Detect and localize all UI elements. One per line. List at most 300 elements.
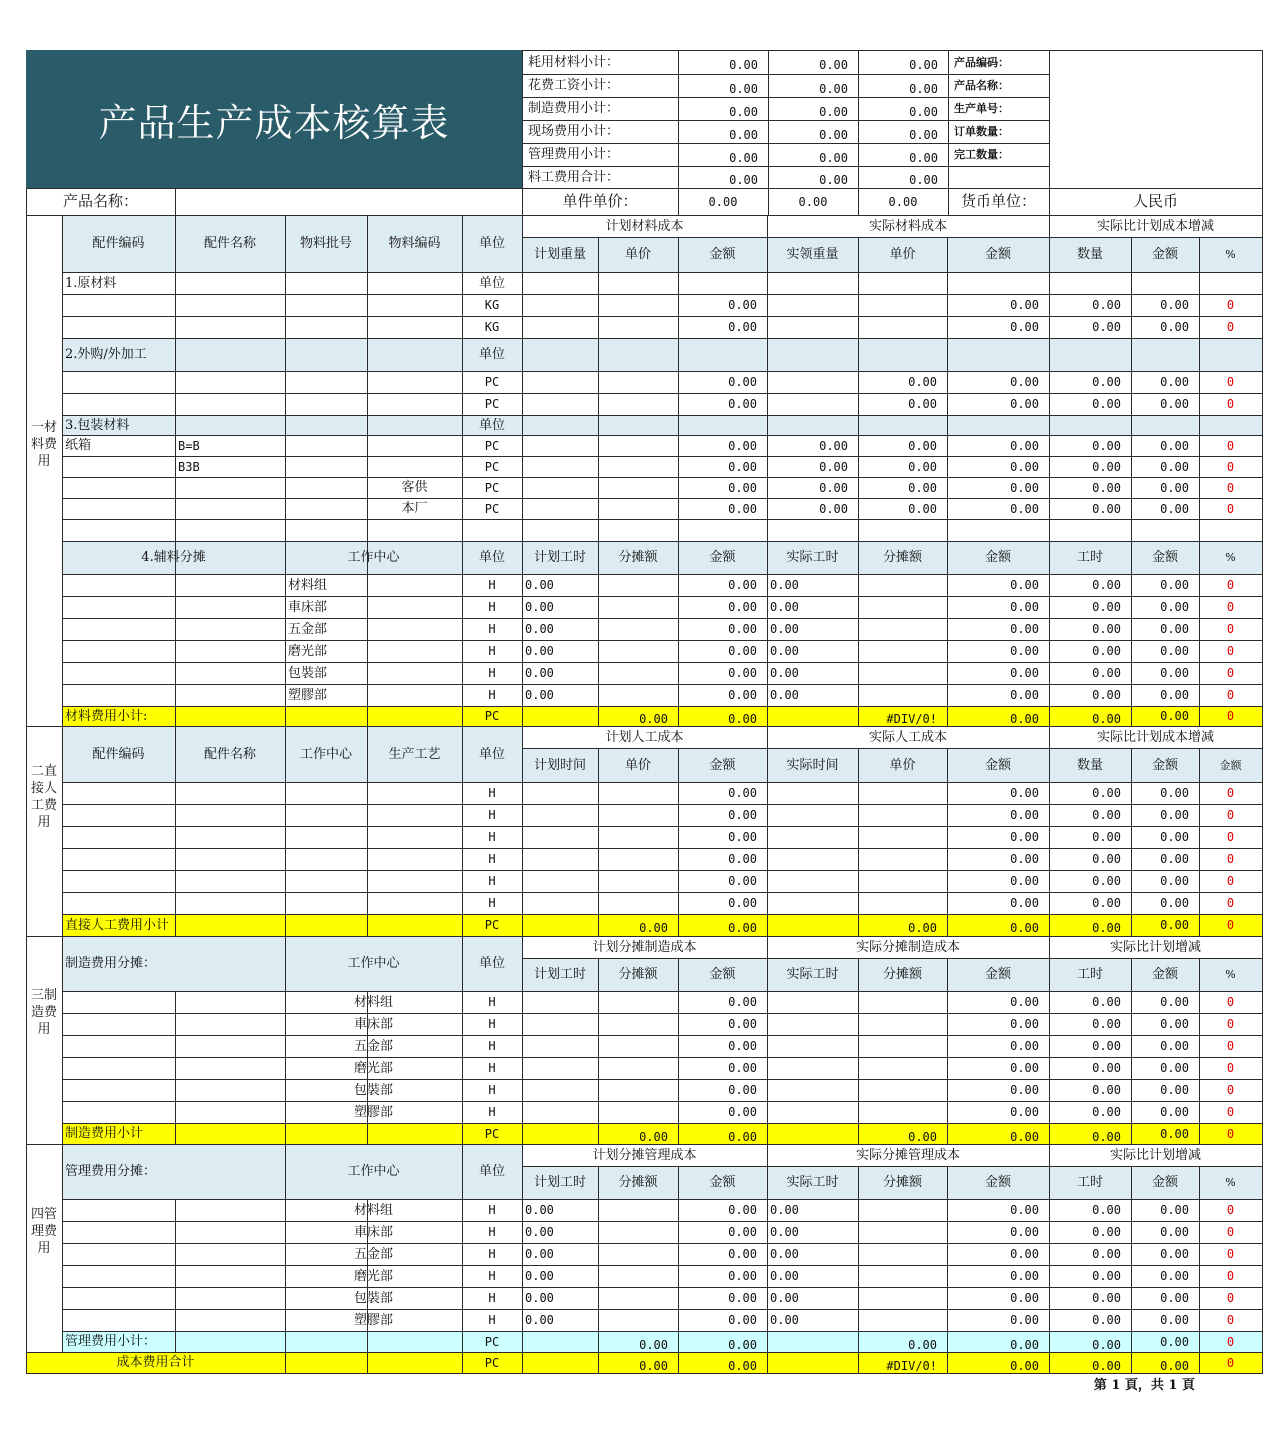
sub-header: %: [1225, 551, 1236, 564]
data-cell: 0.00: [728, 1203, 757, 1217]
data-cell: 0: [1226, 688, 1235, 702]
summary-value: 0.00: [819, 150, 848, 165]
data-cell: 0.00: [1092, 808, 1121, 822]
cell: [367, 804, 463, 827]
sub-header: 金额: [984, 247, 1011, 262]
data-cell: 包裝部: [353, 1290, 393, 1306]
cell: [62, 804, 176, 827]
data-cell: H: [488, 1269, 496, 1283]
summary-label: 花费工资小计：: [528, 78, 620, 93]
cell: [858, 316, 948, 339]
data-cell: 0.00: [525, 1247, 554, 1261]
cell: [62, 782, 176, 805]
summary-label: 管理费用小计：: [528, 147, 620, 162]
cell: [767, 294, 859, 317]
subtotal-value: 0.00: [1160, 918, 1189, 932]
data-cell: 0.00: [1010, 644, 1039, 658]
cell: [598, 338, 679, 372]
sub-header: %: [1225, 968, 1236, 981]
sub-header: 计划工时: [533, 550, 586, 565]
summary-info-label: 订单数量：: [954, 125, 1009, 138]
data-cell: 0.00: [728, 375, 757, 389]
data-cell: 0.00: [1092, 1017, 1121, 1031]
cell: [598, 596, 679, 619]
grand-total-value: #DIV/0!: [886, 1358, 937, 1373]
header-cell: 生产工艺: [388, 746, 441, 762]
cell: [367, 684, 463, 707]
data-cell: 0.00: [770, 1203, 799, 1217]
cell: [858, 804, 948, 827]
data-cell: 0.00: [1092, 1225, 1121, 1239]
data-cell: 0: [1226, 1105, 1235, 1119]
data-cell: 0.00: [1160, 459, 1189, 474]
summary-label: 现场费用小计：: [528, 124, 620, 139]
summary-label: 料工费用合计：: [528, 169, 620, 185]
cell: [175, 1287, 286, 1310]
cell: [522, 316, 599, 339]
sub-header: 单价: [889, 757, 916, 773]
data-cell: 0.00: [770, 622, 799, 636]
data-cell: 0.00: [728, 830, 757, 844]
cell: [598, 1287, 679, 1310]
data-cell: 0.00: [1010, 1269, 1039, 1283]
cell: [858, 1265, 948, 1288]
data-cell: 0.00: [728, 808, 757, 822]
data-cell: 五金部: [288, 621, 328, 637]
cell: [1131, 272, 1200, 295]
data-cell: 0.00: [1010, 1083, 1039, 1097]
category-label: 1.原材料: [65, 275, 117, 291]
cell: [522, 804, 599, 827]
data-cell: 0.00: [1010, 830, 1039, 844]
subtotal-value: 0.00: [1010, 1129, 1039, 1144]
summary-info-label: 生产单号：: [954, 102, 1009, 115]
cell: [175, 1243, 286, 1266]
data-cell: 包裝部: [353, 1082, 393, 1098]
data-cell: 0.00: [728, 786, 757, 800]
cell: [598, 574, 679, 597]
cell: [522, 1331, 599, 1353]
data-cell: 0.00: [728, 320, 757, 334]
cell: [858, 782, 948, 805]
cell: [598, 870, 679, 893]
summary-value: 0.00: [909, 104, 938, 119]
sub-header: 金额: [984, 1175, 1011, 1190]
data-cell: H: [488, 995, 496, 1009]
data-cell: 0.00: [1092, 1105, 1121, 1119]
data-cell: H: [488, 896, 496, 910]
cell: [858, 848, 948, 871]
cell: [367, 574, 463, 597]
product-name-label: 产品名称：: [62, 192, 138, 210]
data-cell: 0: [1226, 852, 1235, 866]
data-cell: 0.00: [728, 480, 757, 495]
data-cell: 0.00: [1010, 622, 1039, 636]
data-cell: 0: [1226, 1061, 1235, 1075]
data-cell: [62, 498, 175, 519]
cell: [598, 640, 679, 663]
cell: [175, 1309, 286, 1332]
cell: [858, 519, 948, 542]
data-cell: 0.00: [1160, 600, 1189, 614]
cell: [175, 1057, 286, 1080]
data-cell: 塑膠部: [353, 1104, 393, 1120]
header-cell: 单位: [478, 746, 505, 762]
cell: [598, 435, 679, 457]
cell: [62, 991, 176, 1014]
group-header: 实际分摊管理成本: [855, 1147, 960, 1163]
data-cell: 0.00: [728, 644, 757, 658]
data-cell: 車床部: [288, 599, 328, 615]
data-cell: H: [488, 1083, 496, 1097]
subtotal-value: 0.00: [1010, 1337, 1039, 1352]
grand-total-value: 0.00: [1160, 1358, 1189, 1373]
data-cell: H: [488, 1061, 496, 1075]
data-cell: 0.00: [1160, 480, 1189, 495]
data-cell: PC: [484, 438, 500, 453]
cell: [858, 294, 948, 317]
data-cell: 0: [1226, 298, 1235, 312]
header-cell: 物料批号: [299, 236, 352, 251]
group-header: 实际比计划成本增减: [1096, 729, 1214, 745]
data-cell: 五金部: [353, 1246, 393, 1262]
sub-header: 工时: [1076, 1175, 1103, 1190]
page-footer: 第 1 頁，共 1 頁: [1093, 1377, 1195, 1393]
cell: [62, 870, 176, 893]
cell: [367, 618, 463, 641]
subtotal-value: 0.00: [1160, 1126, 1189, 1141]
cell: [1131, 338, 1200, 372]
cell: [285, 294, 368, 317]
cell: [678, 272, 768, 295]
data-cell: 0.00: [1160, 644, 1189, 658]
data-cell: 0.00: [728, 1105, 757, 1119]
data-cell: 0.00: [525, 1225, 554, 1239]
cell: [858, 892, 948, 915]
cell: [367, 892, 463, 915]
cell: [1049, 415, 1132, 436]
data-cell: PC: [484, 501, 500, 516]
cell: [522, 870, 599, 893]
data-cell: 0: [1226, 438, 1235, 453]
cell: [598, 294, 679, 317]
cell: [285, 415, 368, 436]
data-cell: H: [488, 1203, 496, 1217]
data-cell: 0.00: [728, 1225, 757, 1239]
cell: [947, 415, 1050, 436]
data-cell: 0.00: [1010, 1291, 1039, 1305]
cell: [285, 519, 368, 542]
cell: [62, 1309, 176, 1332]
cell: [62, 1287, 176, 1310]
data-cell: 0.00: [1160, 874, 1189, 888]
data-cell: 0.00: [1010, 501, 1039, 516]
summary-value: 0.00: [729, 104, 758, 119]
section-side-label: 三制造费用: [30, 988, 57, 1037]
cell: [62, 1221, 176, 1244]
cell: [367, 706, 463, 727]
cell: [767, 371, 859, 394]
sub-header: 金额: [1151, 757, 1178, 773]
cell: [858, 415, 948, 436]
subtotal-label: 材料费用小计:: [65, 708, 148, 724]
cell: [598, 1199, 679, 1222]
cell: [767, 393, 859, 416]
group-header: 计划分摊制造成本: [592, 939, 697, 955]
summary-value: 0.00: [729, 81, 758, 96]
data-cell: H: [488, 1313, 496, 1327]
data-cell: 0.00: [1160, 1225, 1189, 1239]
section-side-label: 一材料费用: [30, 420, 57, 469]
data-cell: H: [488, 1039, 496, 1053]
data-cell: 0: [1226, 830, 1235, 844]
data-cell: PC: [484, 459, 500, 474]
cell: [598, 477, 679, 499]
cell: [598, 1221, 679, 1244]
data-cell: H: [488, 874, 496, 888]
data-cell: 車床部: [353, 1224, 393, 1240]
cell: [598, 684, 679, 707]
cell: [62, 1243, 176, 1266]
data-cell: 磨光部: [353, 1268, 393, 1284]
cell: [175, 1013, 286, 1036]
cell: [62, 826, 176, 849]
sub-header: 计划重量: [533, 247, 586, 262]
data-cell: 0.00: [728, 1039, 757, 1053]
subtotal-value: 0: [1226, 1334, 1235, 1349]
sub-header: 金额: [1151, 1175, 1178, 1190]
cell: [858, 1199, 948, 1222]
cell: [175, 294, 286, 317]
data-cell: [367, 456, 462, 477]
data-cell: 0.00: [908, 375, 937, 389]
data-cell: 0.00: [770, 1247, 799, 1261]
data-cell: 0.00: [1092, 644, 1121, 658]
data-cell: 0.00: [1092, 320, 1121, 334]
data-cell: 0: [1226, 995, 1235, 1009]
cell: [367, 596, 463, 619]
data-cell: 塑膠部: [288, 687, 328, 703]
data-cell: 0.00: [1160, 1269, 1189, 1283]
cell: [367, 519, 463, 542]
sub-header: 金额: [984, 550, 1011, 565]
cell: [858, 338, 948, 372]
group-header: 计划人工成本: [605, 729, 684, 745]
cell: [62, 1101, 176, 1124]
cell: [947, 272, 1050, 295]
data-cell: 0.00: [1160, 1061, 1189, 1075]
data-cell: 0.00: [525, 1269, 554, 1283]
data-cell: 0.00: [1160, 1039, 1189, 1053]
data-cell: 0.00: [908, 459, 937, 474]
sub-header: 金额: [1151, 247, 1178, 262]
cell: [175, 1101, 286, 1124]
data-cell: 0.00: [525, 600, 554, 614]
subtotal-value: 0.00: [639, 921, 668, 935]
data-cell: 0.00: [1092, 1247, 1121, 1261]
cell: [947, 519, 1050, 542]
subtotal-unit: PC: [484, 918, 500, 932]
cell: [598, 1013, 679, 1036]
header-cell: 单位: [478, 550, 505, 565]
cell: [175, 991, 286, 1014]
cell: [598, 618, 679, 641]
cell: [598, 892, 679, 915]
data-cell: 0.00: [525, 578, 554, 592]
cell: [62, 1199, 176, 1222]
cell: [767, 272, 859, 295]
sub-header: 计划工时: [533, 967, 586, 982]
summary-value: 0.00: [909, 150, 938, 165]
cell: [1199, 338, 1263, 372]
summary-label: 制造费用小计：: [528, 101, 620, 116]
cell: [285, 848, 368, 871]
subtotal-value: 0.00: [908, 1129, 937, 1144]
data-cell: 0.00: [819, 459, 848, 474]
cell: [858, 1221, 948, 1244]
data-cell: 纸箱: [65, 438, 92, 453]
data-cell: 0.00: [1160, 320, 1189, 334]
cell: [858, 596, 948, 619]
data-cell: 0: [1226, 786, 1235, 800]
subtotal-label: 制造费用小计: [65, 1126, 144, 1141]
data-cell: 0.00: [1092, 480, 1121, 495]
cell: [858, 640, 948, 663]
cell: [175, 662, 286, 685]
summary-value: 0.00: [729, 127, 758, 142]
subtotal-value: 0.00: [1010, 712, 1039, 726]
data-cell: 0.00: [1010, 438, 1039, 453]
cell: [598, 393, 679, 416]
header-cell: 工作中心: [347, 1164, 400, 1179]
cell: [598, 415, 679, 436]
data-cell: 0.00: [1160, 808, 1189, 822]
subtotal-value: 0.00: [728, 1337, 757, 1352]
data-cell: 0.00: [770, 1225, 799, 1239]
data-cell: 0.00: [525, 688, 554, 702]
cell: [767, 1101, 859, 1124]
summary-value: 0.00: [819, 127, 848, 142]
cell: [522, 498, 599, 520]
data-cell: 0: [1226, 501, 1235, 516]
cell: [175, 1265, 286, 1288]
subtotal-value: 0: [1226, 709, 1235, 723]
subtotal-label: 管理费用小计：: [65, 1334, 157, 1349]
cell: [767, 892, 859, 915]
cell: [522, 456, 599, 478]
data-cell: H: [488, 688, 496, 702]
cell: [858, 826, 948, 849]
cell: [598, 1079, 679, 1102]
summary-value: 0.00: [819, 58, 848, 72]
cell: [367, 316, 463, 339]
header-cell: 单位: [478, 236, 505, 251]
data-cell: 0.00: [728, 501, 757, 516]
data-cell: 0.00: [1092, 1203, 1121, 1217]
cell: [175, 870, 286, 893]
summary-info-label: 完工数量：: [954, 148, 1009, 161]
cell: [858, 618, 948, 641]
sub-header: 金额: [709, 247, 736, 262]
subtotal-value: 0.00: [639, 1129, 668, 1144]
data-cell: H: [488, 786, 496, 800]
subtotal-value: 0.00: [908, 921, 937, 935]
cell: [858, 1309, 948, 1332]
summary-value: 0.00: [909, 58, 938, 72]
header-cell: 制造费用分摊：: [65, 956, 157, 971]
cell: [285, 456, 368, 478]
grand-total-value: 0: [1226, 1355, 1235, 1370]
data-cell: 0.00: [728, 1017, 757, 1031]
cell: [858, 272, 948, 295]
data-cell: 車床部: [353, 1016, 393, 1032]
data-cell: PC: [484, 375, 500, 389]
data-cell: 0.00: [1010, 1247, 1039, 1261]
cell: [62, 519, 176, 542]
cell: [367, 640, 463, 663]
sub-header: 实际时间: [786, 757, 839, 773]
data-cell: 0.00: [1010, 459, 1039, 474]
cell: [767, 782, 859, 805]
group-header: 实际比计划增减: [1109, 939, 1201, 955]
cell: [598, 1243, 679, 1266]
cell: [858, 1079, 948, 1102]
data-cell: H: [488, 578, 496, 592]
cell: [522, 338, 599, 372]
cell: [62, 316, 176, 339]
header-cell: 单位: [478, 956, 505, 971]
data-cell: H: [488, 1017, 496, 1031]
subtotal-value: 0.00: [1092, 1129, 1121, 1144]
data-cell: 0.00: [1160, 786, 1189, 800]
data-cell: 0.00: [908, 397, 937, 411]
data-cell: 0.00: [1160, 501, 1189, 516]
unit-price-label: 单件单价：: [562, 192, 638, 210]
cell: [175, 519, 286, 542]
data-cell: 0.00: [1010, 298, 1039, 312]
cell: [858, 684, 948, 707]
group-header: 实际比计划成本增减: [1096, 218, 1214, 234]
cell: [367, 826, 463, 849]
cell: [598, 662, 679, 685]
cell: [285, 892, 368, 915]
cell: [175, 316, 286, 339]
subtotal-value: 0.00: [1092, 712, 1121, 726]
cell: [285, 782, 368, 805]
cell: [175, 1079, 286, 1102]
subtotal-value: 0.00: [1092, 1337, 1121, 1352]
data-cell: 0.00: [908, 501, 937, 516]
cell: [285, 1352, 368, 1374]
data-cell: 0.00: [1010, 688, 1039, 702]
data-cell: H: [488, 1291, 496, 1305]
cell: [175, 1221, 286, 1244]
data-cell: 0.00: [1092, 1083, 1121, 1097]
cell: [522, 415, 599, 436]
data-cell: 磨光部: [353, 1060, 393, 1076]
data-cell: 0.00: [1010, 600, 1039, 614]
subtotal-value: #DIV/0!: [886, 712, 937, 726]
unit-price-value: 0.00: [888, 194, 918, 209]
data-cell: 0.00: [770, 1269, 799, 1283]
data-cell: 0.00: [728, 578, 757, 592]
data-cell: 0.00: [1010, 995, 1039, 1009]
data-cell: 0.00: [1092, 1039, 1121, 1053]
cell: [1199, 519, 1263, 542]
cell: [175, 848, 286, 871]
data-cell: 0.00: [1160, 1247, 1189, 1261]
cell: [767, 1123, 859, 1145]
